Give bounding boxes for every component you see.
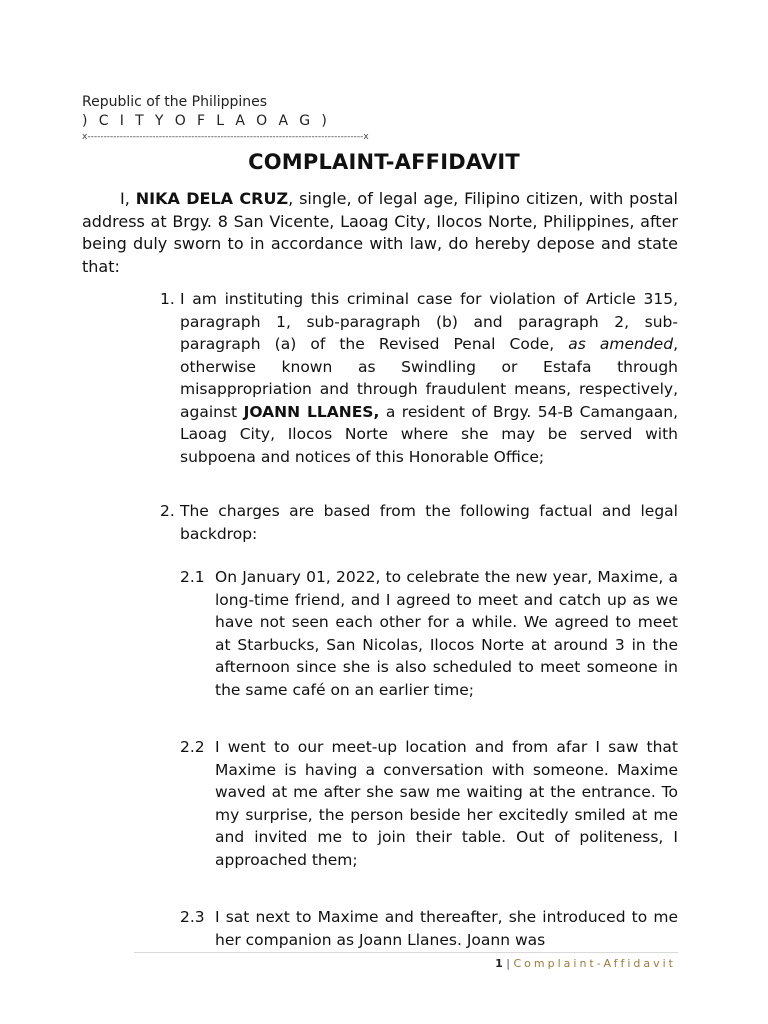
item-number: 1. [160, 290, 175, 308]
item-text-part: a resident of Brgy. 54-B Camangaan, Laoag City, Ilocos Norte where she may be served with subpoena and notices of this Honorable Office; [180, 402, 678, 466]
document-header [82, 93, 369, 143]
venue-line: ) C I T Y O F L A O A G ) [82, 113, 331, 129]
sub-item-text: On January 01, 2022, to celebrate the new year, Maxime, a long-time friend, and I agreed to meet and catch up as we have not seen each other for a while. We agreed to meet at Starbucks, San Nicolas, Ilocos Norte at around 3 in the afternoon since she is also scheduled to meet someone in the same café on an earlier time; [215, 568, 678, 699]
document-title: COMPLAINT-AFFIDAVIT [248, 150, 520, 174]
sub-item-2-3 [180, 906, 678, 951]
page-number: 1 [495, 957, 503, 970]
item-text-part: I am instituting this criminal case for violation of Article 315, paragraph 1, sub-paragraph (b) and paragraph 2, sub-paragraph (a) of the Revised Penal Code, [180, 290, 678, 353]
affiant-name: NIKA DELA CRUZ [135, 189, 289, 208]
item-text: The charges are based from the following factual and legal backdrop: [180, 502, 678, 543]
intro-paragraph [82, 188, 678, 278]
footer-divider [134, 952, 678, 953]
item-number: 2. [160, 502, 175, 520]
intro-text-rest: , single, of legal age, Filipino citizen, with postal address at Brgy. 8 San Vicente, Laoag City, Ilocos Norte, Philippines, after being duly sworn to in accordance with law, do hereby depose and state that: [82, 189, 678, 276]
header-rule: x-------------------------------------------------------------------------------------x [82, 132, 369, 142]
item-text-part: , otherwise known as Swindling or Estafa through misappropriation and through fraudulent means, respectively, against [180, 335, 678, 421]
as-amended-text: as amended [568, 335, 674, 353]
sub-item-number: 2.3 [180, 908, 205, 926]
sub-item-number: 2.1 [180, 568, 205, 586]
respondent-name: JOANN LLANES, [243, 402, 380, 421]
footer-title: Complaint-Affidavit [513, 957, 676, 970]
sub-item-number: 2.2 [180, 738, 205, 756]
sub-item-2-2 [180, 736, 678, 871]
intro-text-start: I, [120, 189, 136, 208]
footer-separator: | [502, 957, 514, 970]
sub-item-text: I went to our meet-up location and from afar I saw that Maxime is having a conversation with someone. Maxime waved at me after she saw me waiting at the entrance. To my surprise, the person beside her excitedly smiled at me and invited me to join their table. Out of politeness, I approached them; [215, 738, 678, 869]
page-footer [495, 957, 676, 970]
numbered-item-1 [160, 288, 678, 468]
republic-line: Republic of the Philippines [82, 94, 268, 110]
sub-item-text: I sat next to Maxime and thereafter, she introduced to me her companion as Joann Llanes. Joann was [215, 908, 678, 949]
item-text [180, 288, 678, 468]
numbered-item-2 [160, 500, 678, 545]
sub-item-2-1 [180, 566, 678, 701]
